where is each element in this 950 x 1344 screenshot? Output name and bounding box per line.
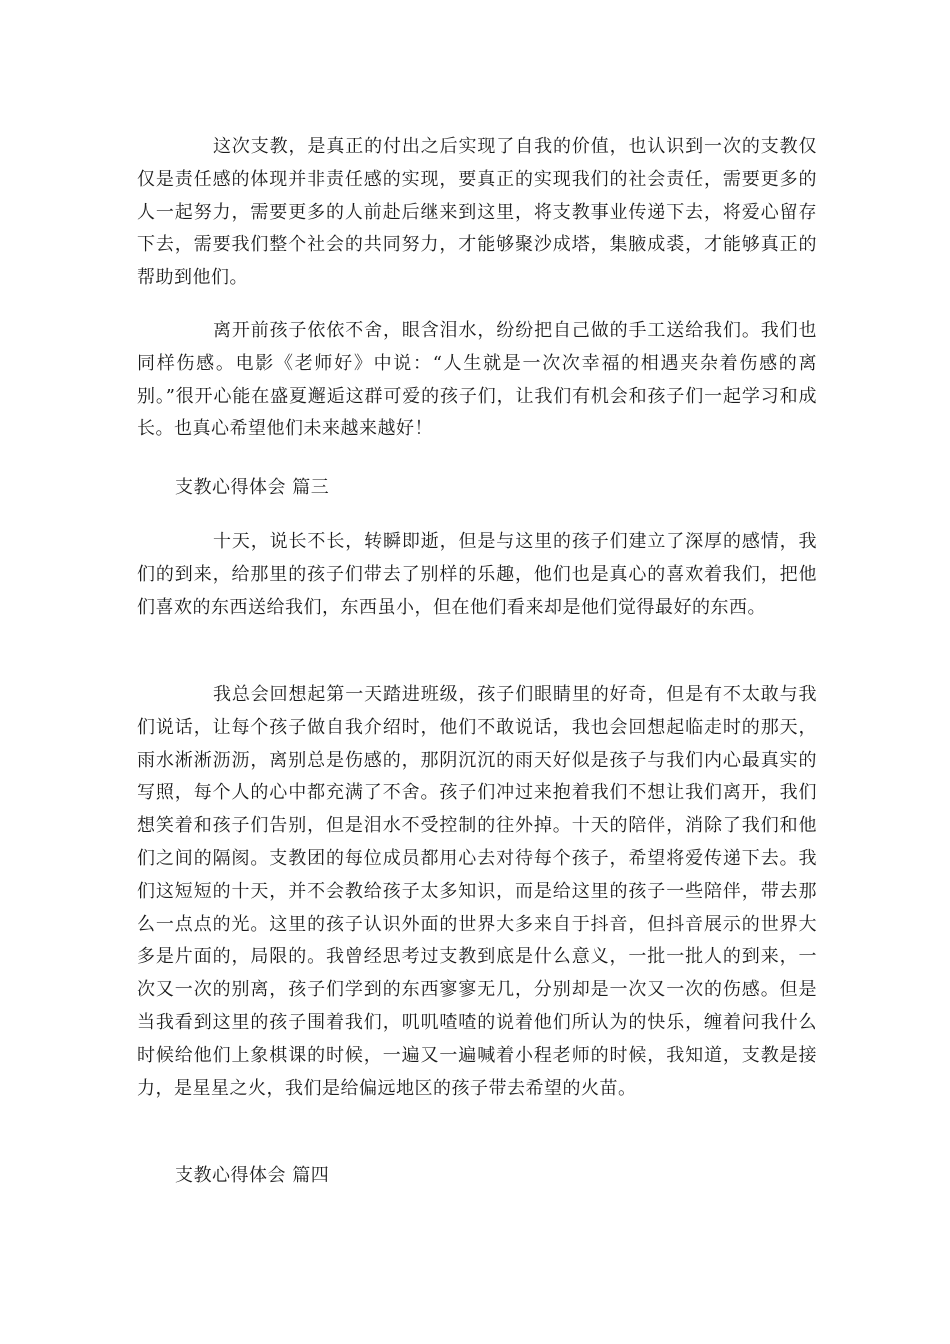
paragraph-1: 这次支教，是真正的付出之后实现了自我的价值，也认识到一次的支教仅仅是责任感的体现并非责任感的实现，要真正的实现我们的社会责任，需要更多的人一起努力，需要更多的人前赴后继来到这里，将支教事业传递下去，将爱心留存下去，需要我们整个社会的共同努力，才能够聚沙成塔，集腋成裘，才能够真正的帮助到他们。 — [137, 136, 817, 289]
paragraph-3: 十天，说长不长，转瞬即逝，但是与这里的孩子们建立了深厚的感情，我们的到来，给那里的孩子们带去了别样的乐趣，他们也是真心的喜欢着我们，把他们喜欢的东西送给我们，东西虽小，但在他们看来却是他们觉得最好的东西。 — [137, 531, 817, 618]
section-heading-3: 支教心得体会 篇三 — [175, 477, 330, 498]
paragraph-2: 离开前孩子依依不舍，眼含泪水，纷纷把自己做的手工送给我们。我们也同样伤感。电影《老师好》中说：“人生就是一次次幸福的相遇夹杂着伤感的离别。”很开心能在盛夏邂逅这群可爱的孩子们，让我们有机会和孩子们一起学习和成长。也真心希望他们未来越来越好！ — [137, 320, 817, 440]
paragraph-4: 我总会回想起第一天踏进班级，孩子们眼睛里的好奇，但是有不太敢与我们说话，让每个孩子做自我介绍时，他们不敢说话，我也会回想起临走时的那天，雨水淅淅沥沥，离别总是伤感的，那阴沉沉的雨天好似是孩子与我们内心最真实的写照，每个人的心中都充满了不舍。孩子们冲过来抱着我们不想让我们离开，我们想笑着和孩子们告别，但是泪水不受控制的往外掉。十天的陪伴，消除了我们和他们之间的隔阂。支教团的每位成员都用心去对待每个孩子，希望将爱传递下去。我们这短短的十天，并不会教给孩子太多知识，而是给这里的孩子一些陪伴，带去那么一点点的光。这里的孩子认识外面的世界大多来自于抖音，但抖音展示的世界大多是片面的，局限的。我曾经思考过支教到底是什么意义，一批一批人的到来，一次又一次的别离，孩子们学到的东西寥寥无几，分别却是一次又一次的伤感。但是当我看到这里的孩子围着我们，叽叽喳喳的说着他们所认为的快乐，缠着问我什么时候给他们上象棋课的时候，一遍又一遍喊着小程老师的时候，我知道，支教是接力，是星星之火，我们是给偏远地区的孩子带去希望的火苗。 — [137, 684, 817, 1099]
section-heading-4: 支教心得体会 篇四 — [175, 1165, 330, 1186]
